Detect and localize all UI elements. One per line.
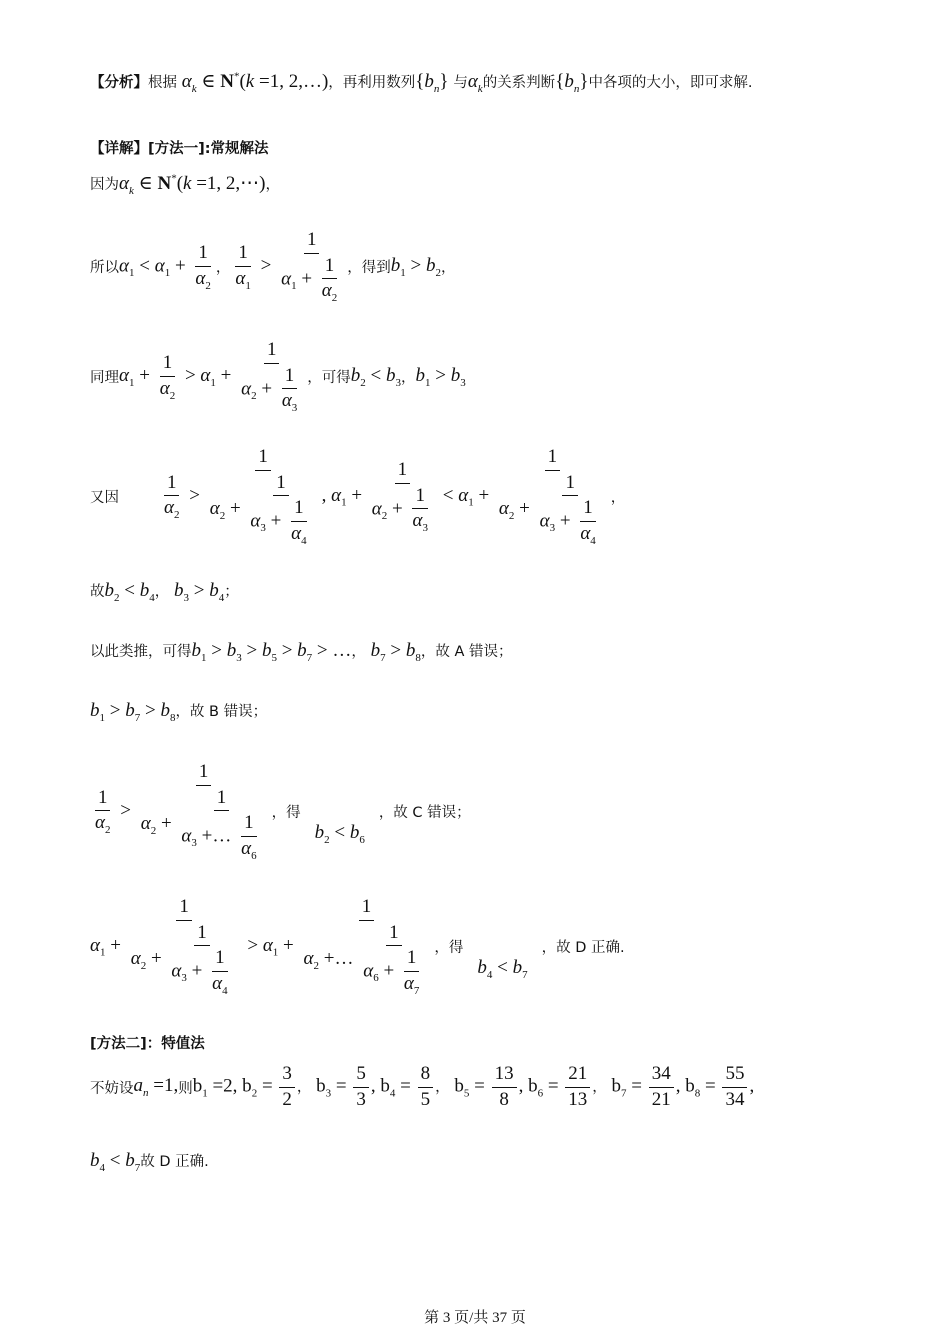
formula-alpha-k-in-N-2: $\alpha_k$ ∈ N*(k =1, 2,⋯) [119, 172, 266, 197]
line-because: 因为$\alpha_k$ ∈ N*(k =1, 2,⋯)， [90, 172, 280, 197]
line-hence: 故$b_2 < b_4$， $b_3 > b_4$； [90, 580, 239, 604]
line-therefore: 所以 $\alpha_1 < \alpha_1$ + $\frac{1}{\alpha_2}$ ， $\frac{1}{\alpha_1}$ > 1 $\alpha_1$ + $\frac{1}{\alpha_2}$ ，得到 $b_1 > b_2$ ， [90, 229, 456, 305]
formula-ineq-3: $\alpha_1$ + $\frac{1}{\alpha_2}$ > $\alpha_1$ + 1 $\alpha_2$ + $\frac{1}{\alpha_3}$ [119, 339, 298, 415]
line-option-d: $\alpha_1$ + 1 $\alpha_2$ + 1 $\alpha_3$ + $\frac{1}{\alpha_4}$ > $\alpha_1$ + 1 $\alpha_2$ +… 1 $\alpha_6$ + $\frac{1}{\alpha_7}$ ，得 $b_4 < b_7$ ，故 D 正确. [90, 896, 625, 997]
line-by-analogy: 以此类推，可得$b_1 > b_3 > b_5 > b_7$ > …， $b_7 > b_8$，故 A 错误； [90, 640, 513, 664]
line-option-b: $b_1 > b_7 > b_8$，故 B 错误； [90, 700, 268, 724]
line-also: 又因 $\frac{1}{\alpha_2}$ > 1 $\alpha_2$ + 1 $\alpha_3$ + $\frac{1}{\alpha_4}$ , $\alpha_1$ + 1 $\alpha_2$ + $\frac{1}{\alpha_3}$ < $\alpha_1$ + 1 $\alpha_2$ + 1 $\alpha_3$ + $\frac{1}{\alpha_4}$ ， [90, 446, 626, 547]
formula-chain-odd: $b_1 > b_3 > b_5 > b_7$ > … [191, 640, 352, 664]
formula-b3-gt-b4: $b_3 > b_4$ [174, 580, 225, 604]
analysis-label: 【分析】 [90, 75, 148, 91]
formula-seq-bn-2: $\{b_n\}$ [555, 71, 589, 95]
formula-b1-gt-b3: $b_1 > b_3$ [415, 364, 466, 389]
line-conclusion: $b_4 < b_7$故 D 正确. [90, 1150, 209, 1174]
line-special-value: 不妨设 $a_n =1$, 则 $b_1 =2$, $b_2$ = $\frac{3}{2}$ ， $b_3$ = $\frac{5}{3}$ , $b_4$ = $\frac{8}{5}$ ， $b_5$ = $\frac{13}{8}$ , $b_6$ = $\frac{21}{13}$ ， $b_7$ = $\frac{34}{21}$ , $b_8$ = $\frac{55}{34}$ , [90, 1062, 754, 1112]
formula-alpha-k: $\alpha_k$ [467, 71, 483, 95]
formula-ineq-c: $\frac{1}{\alpha_2}$ > 1 $\alpha_2$ + 1 $\alpha_3$ +… $\frac{1}{\alpha_6}$ [95, 761, 257, 862]
formula-b2-lt-b4: $b_2 < b_4$ [104, 580, 155, 604]
formula-ineq-2: $\frac{1}{\alpha_1}$ > 1 $\alpha_1$ + $\frac{1}{\alpha_2}$ [235, 229, 338, 305]
line-similarly: 同理 $\alpha_1$ + $\frac{1}{\alpha_2}$ > $\alpha_1$ + 1 $\alpha_2$ + $\frac{1}{\alpha_3}$ ，可得 $b_2 < b_3$ ， $b_1 > b_3$ [90, 339, 466, 415]
formula-b2-lt-b3: $b_2 < b_3$ [350, 364, 402, 389]
formula-ineq-1: $\alpha_1 < \alpha_1$ + $\frac{1}{\alpha_2}$ [119, 241, 211, 292]
formula-ineq-4: $\frac{1}{\alpha_2}$ > 1 $\alpha_2$ + 1 $\alpha_3$ + $\frac{1}{\alpha_4}$ , $\alpha_1$ + 1 $\alpha_2$ + $\frac{1}{\alpha_3}$ < $\alpha_1$ + 1 $\alpha_2$ + 1 $\alpha_3$ + $\frac{1}{\alpha_4}$ [164, 446, 596, 547]
formula-b7-gt-b8: $b_7 > b_8$ [370, 640, 421, 664]
formula-b1-b7-b8: $b_1 > b_7 > b_8$ [90, 700, 176, 724]
page-footer: 第 3 页/共 37 页 [424, 1310, 526, 1326]
formula-b4-lt-b7-2: $b_4 < b_7$ [90, 1150, 141, 1174]
detail-heading: 【详解】[方法一]:常规解法 [90, 141, 269, 157]
formula-alpha-k-in-N: $\alpha_k$ ∈ N*(k =1, 2,…) [181, 70, 329, 95]
formula-b-values: $b_1 =2$, $b_2$ = $\frac{3}{2}$ ， $b_3$ = $\frac{5}{3}$ , $b_4$ = $\frac{8}{5}$ ， $b_5$ = $\frac{13}{8}$ , $b_6$ = $\frac{21}{13}$ ， $b_7$ = $\frac{34}{21}$ , $b_8$ = $\frac{55}{34}$ , [192, 1063, 755, 1110]
formula-ineq-d: $\alpha_1$ + 1 $\alpha_2$ + 1 $\alpha_3$ + $\frac{1}{\alpha_4}$ > $\alpha_1$ + 1 $\alpha_2$ +… 1 $\alpha_6$ + $\frac{1}{\alpha_7}$ [90, 896, 420, 997]
line-option-c: $\frac{1}{\alpha_2}$ > 1 $\alpha_2$ + 1 $\alpha_3$ +… $\frac{1}{\alpha_6}$ ，得 $b_2 < b_6$ ，故 C 错误； [90, 760, 471, 863]
formula-seq-bn: $\{b_n\}$ [415, 71, 449, 95]
formula-b4-lt-b7: $b_4 < b_7$ [477, 956, 528, 981]
formula-an-eq-1: $a_n =1$, [133, 1075, 179, 1100]
analysis-paragraph: 【分析】根据 $\alpha_k$ ∈ N*(k =1, 2,…)，再利用数列$\{b_n\}$ 与$\alpha_k$的关系判断$\{b_n\}$中各项的大小，即可求解. [90, 70, 753, 95]
formula-b2-lt-b6: $b_2 < b_6$ [314, 821, 365, 846]
formula-b1-gt-b2: $b_1 > b_2$ [390, 254, 441, 279]
method2-heading: [方法二]：特值法 [90, 1036, 205, 1052]
